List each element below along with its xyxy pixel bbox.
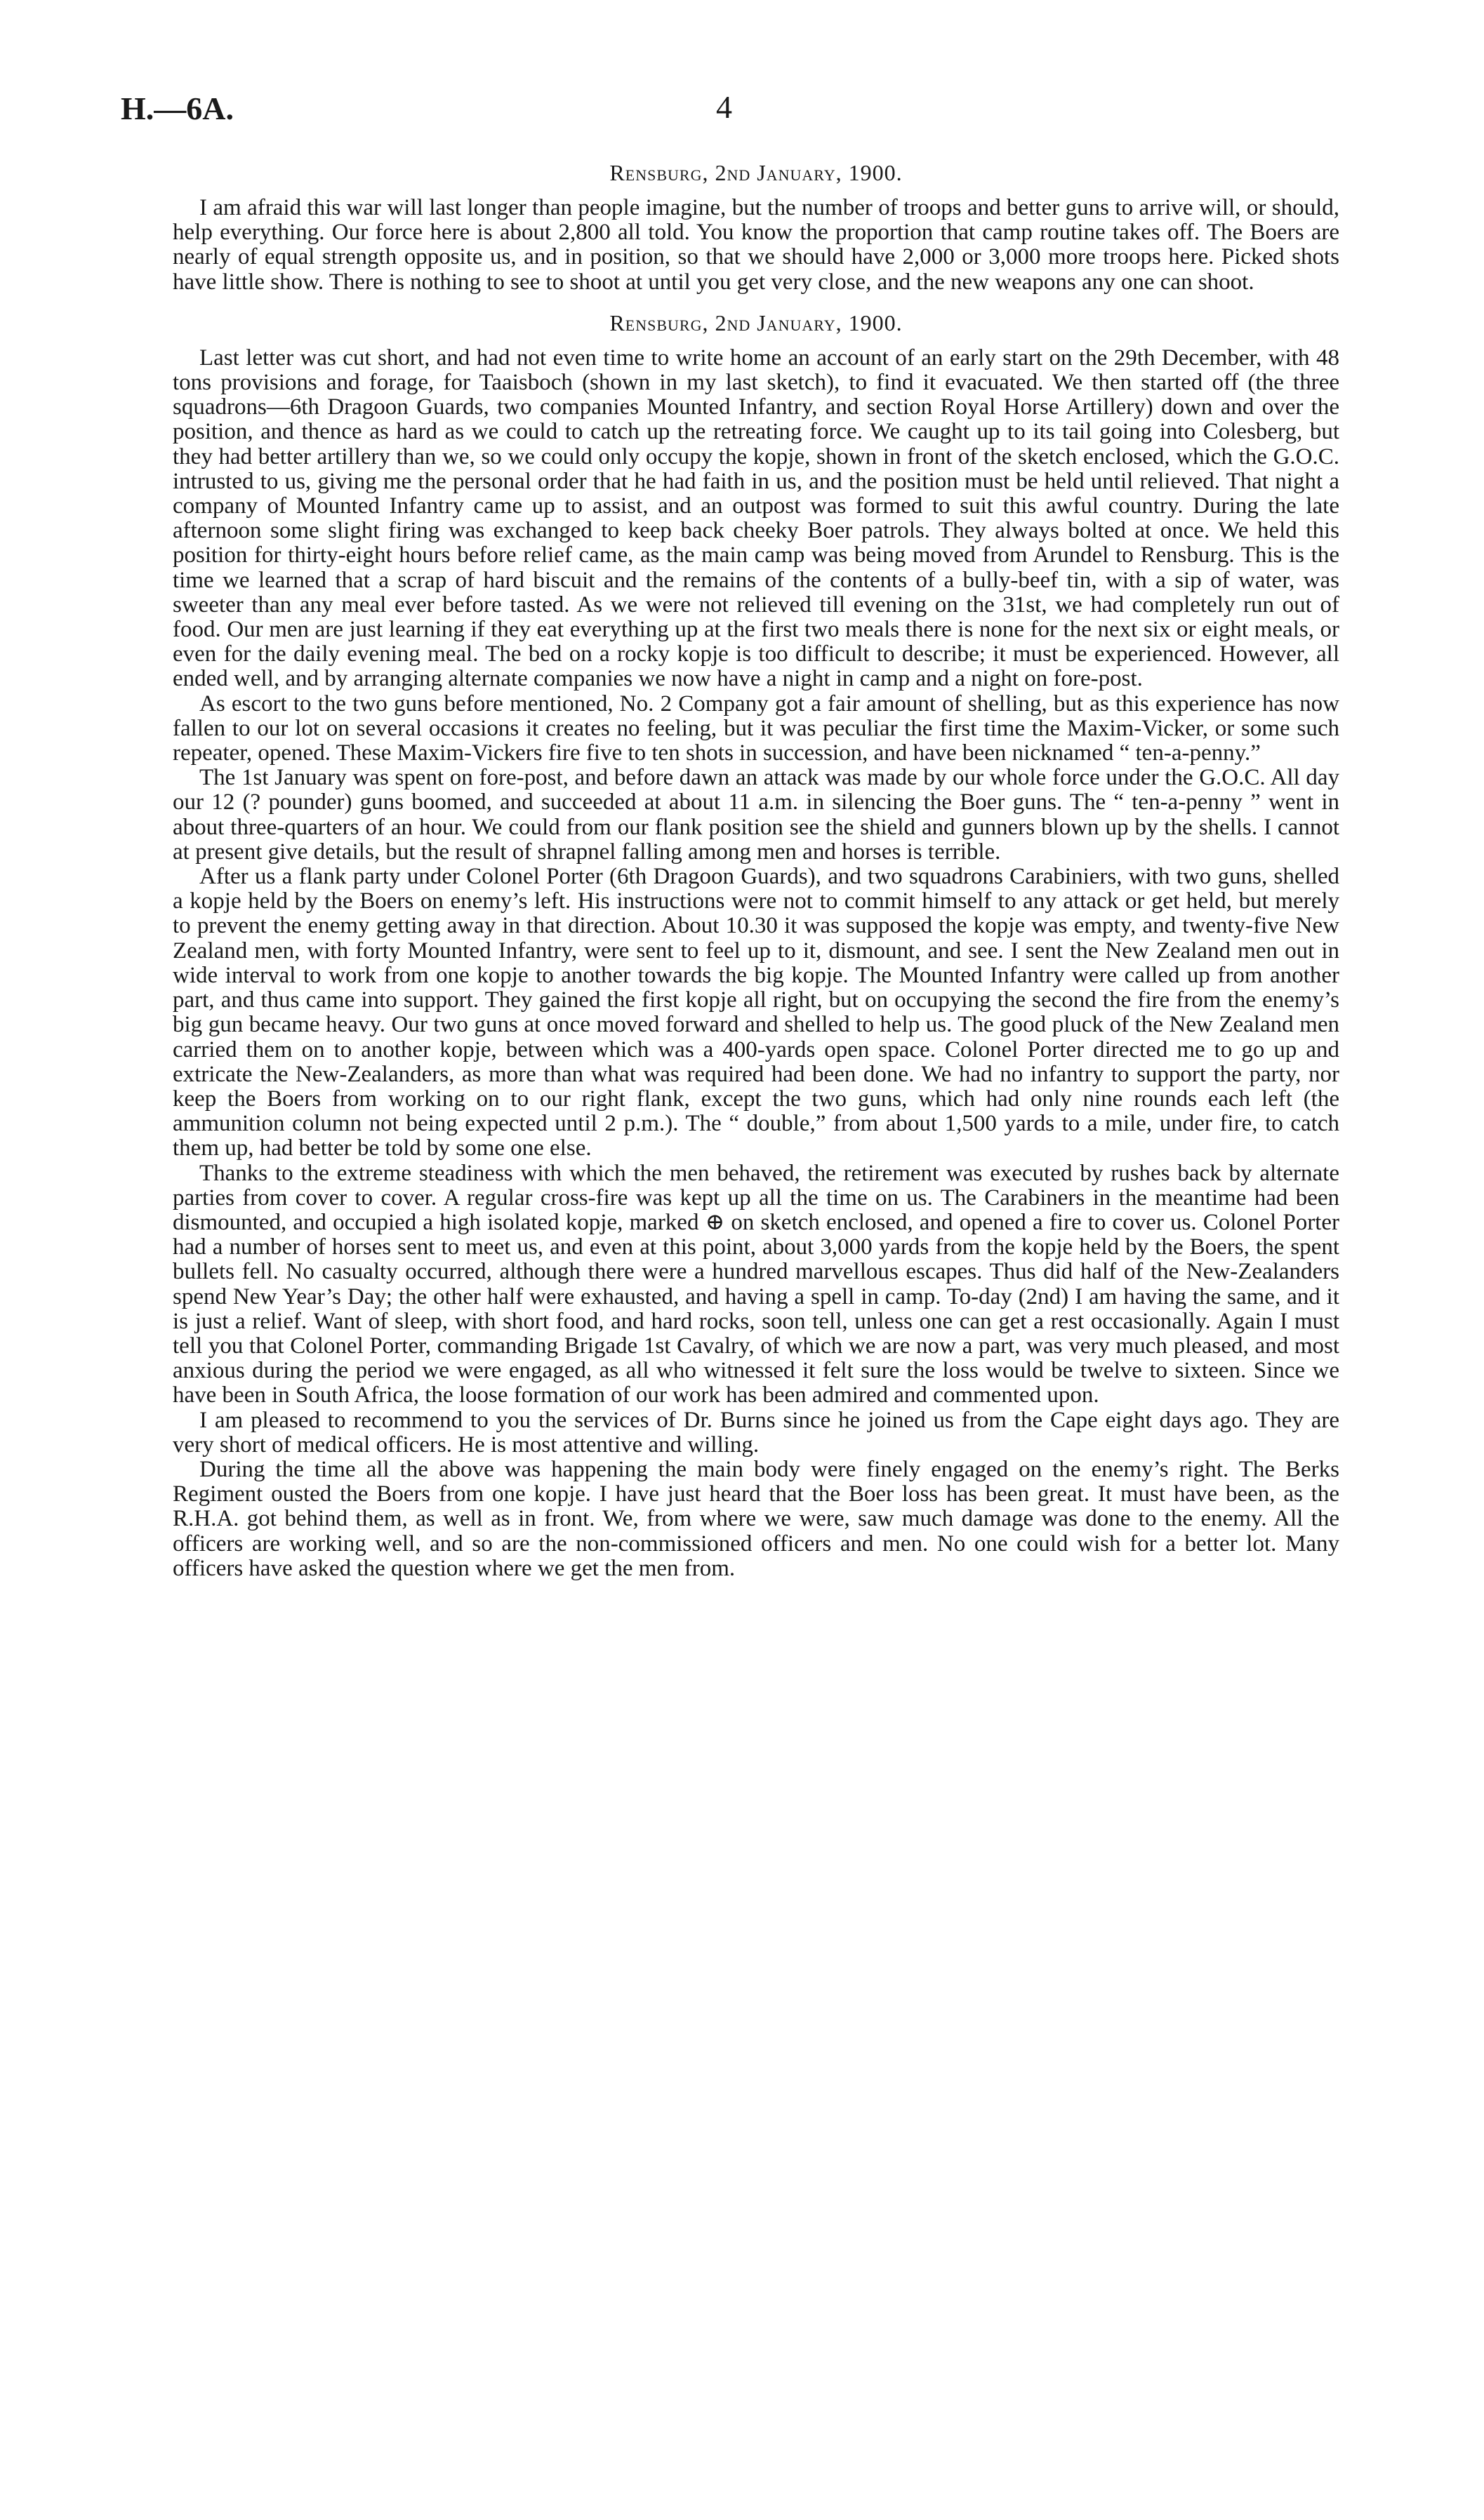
paragraph: During the time all the above was happening the main body were finely engaged on the enemy’s right. The Berks Regiment ousted the Boers from one kopje. I have just heard that the Boer loss has been great. It must have been, as the R.H.A. got behind them, as well as in front. We, from where we were, saw much damage was done to the enemy. All the officers are working well, and so are the non-commissioned officers and men. No one could wish for a better lot. Many officers have asked the question where we get the men from.	[173, 1456, 1339, 1581]
paragraph: I am afraid this war will last longer than people imagine, but the number of troops and better guns to arrive will, or should, help everything. Our force here is about 2,800 all told. You know the proportion that camp routine takes off. The Boers are nearly of equal strength opposite us, and in position, so that we should have 2,000 or 3,000 more troops here. Picked shots have little show. There is nothing to see to shoot at until you get very close, and the new weapons any one can shoot.	[173, 195, 1339, 295]
dateline: Rensburg, 2nd January, 1900.	[609, 160, 903, 185]
page-number: 4	[716, 89, 732, 125]
paragraph: After us a flank party under Colonel Porter (6th Dragoon Guards), and two squadrons Carabiniers, with two guns, shelled a kopje held by the Boers on enemy’s left. His instructions were not to commit himself to any attack or get held, but merely to prevent the enemy getting away in that direction. About 10.30 it was supposed the kopje was empty, and twenty-five New Zealand men, with forty Mounted Infantry, were sent to feel up to it, dismount, and see. I sent the New Zealand men out in wide interval to work from one kopje to another towards the big kopje. The Mounted Infantry were called up from another part, and thus came into support. They gained the first kopje all right, but on occupying the second the fire from the enemy’s big gun became heavy. Our two guns at once moved forward and shelled to help us. The good pluck of the New Zealand men carried them on to another kopje, between which was a 400-yards open space. Colonel Porter directed me to go up and extricate the New-Zealanders, as more than what was required had been done. We had no infantry to support the party, nor keep the Boers from working on to our right flank, except the two guns, which had only nine rounds each left (the ammunition column not being expected until 2 p.m.). The “ double,” from about 1,500 yards to a mile, under fire, to catch them up, had better be told by some one else.	[173, 864, 1339, 1161]
page-body	[173, 160, 1339, 1581]
letter-1	[173, 160, 1339, 295]
paragraph: Last letter was cut short, and had not even time to write home an account of an early start on the 29th December, with 48 tons provisions and forage, for Taaisboch (shown in my last sketch), to find it evacuated. We then started off (the three squadrons—6th Dragoon Guards, two companies Mounted Infantry, and section Royal Horse Artillery) down and over the position, and thence as hard as we could to catch up the retreating force. We caught up to its tail going into Colesberg, but they had better artillery than we, so we could only occupy the kopje, shown in front of the sketch enclosed, which the G.O.C. intrusted to us, giving me the personal order that he had faith in us, and the position must be held until relieved. That night a company of Mounted Infantry came up to assist, and an outpost was formed to suit this awful country. During the late afternoon some slight firing was exchanged to keep back cheeky Boer patrols. They always bolted at once. We held this position for thirty-eight hours before relief came, as the main camp was being moved from Arundel to Rensburg. This is the time we learned that a scrap of hard biscuit and the remains of the contents of a bully-beef tin, with a sip of water, was sweeter than any meal ever before tasted. As we were not relieved till evening on the 31st, we had completely run out of food. Our men are just learning if they eat everything up at the first two meals there is none for the next six or eight meals, or even for the daily evening meal. The bed on a rocky kopje is too difficult to describe; it must be experienced. However, all ended well, and by arranging alternate companies we now have a night in camp and a night on fore-post.	[173, 345, 1339, 692]
paragraph: The 1st January was spent on fore-post, and before dawn an attack was made by our whole force under the G.O.C. All day our 12 (? pounder) guns boomed, and succeeded at about 11 a.m. in silencing the Boer guns. The “ ten-a-penny ” went in about three-quarters of an hour. We could from our flank position see the shield and gunners blown up by the shells. I cannot at present give details, but the result of shrapnel falling among men and horses is terrible.	[173, 765, 1339, 865]
paragraph: I am pleased to recommend to you the services of Dr. Burns since he joined us from the Cape eight days ago. They are very short of medical officers. He is most attentive and willing.	[173, 1407, 1339, 1458]
letter-2	[173, 310, 1339, 1581]
document-reference: H.—6A.	[121, 91, 234, 126]
paragraph: Thanks to the extreme steadiness with which the men behaved, the retirement was executed by rushes back by alternate parties from cover to cover. A regular cross-fire was kept up all the time on us. The Carabiners in the meantime had been dismounted, and occupied a high isolated kopje, marked ⊕ on sketch enclosed, and opened a fire to cover us. Colonel Porter had a number of horses sent to meet us, and even at this point, about 3,000 yards from the kopje held by the Boers, the spent bullets fell. No casualty occurred, although there were a hundred marvellous escapes. Thus did half of the New-Zealanders spend New Year’s Day; the other half were exhausted, and having a spell in camp. To-day (2nd) I am having the same, and it is just a relief. Want of sleep, with short food, and hard rocks, soon tell, unless one can get a rest occasionally. Again I must tell you that Colonel Porter, commanding Brigade 1st Cavalry, of which we are now a part, was very much pleased, and most anxious during the period we were engaged, as all who witnessed it felt sure the loss would be twelve to sixteen. Since we have been in South Africa, the loose formation of our work has been admired and commented upon.	[173, 1160, 1339, 1408]
paragraph: As escort to the two guns before mentioned, No. 2 Company got a fair amount of shelling, but as this experience has now fallen to our lot on several occasions it creates no feeling, but it was peculiar the first time the Maxim-Vicker, or some such repeater, opened. These Maxim-Vickers fire five to ten shots in succession, and have been nicknamed “ ten-a-penny.”	[173, 691, 1339, 766]
dateline: Rensburg, 2nd January, 1900.	[609, 309, 903, 335]
